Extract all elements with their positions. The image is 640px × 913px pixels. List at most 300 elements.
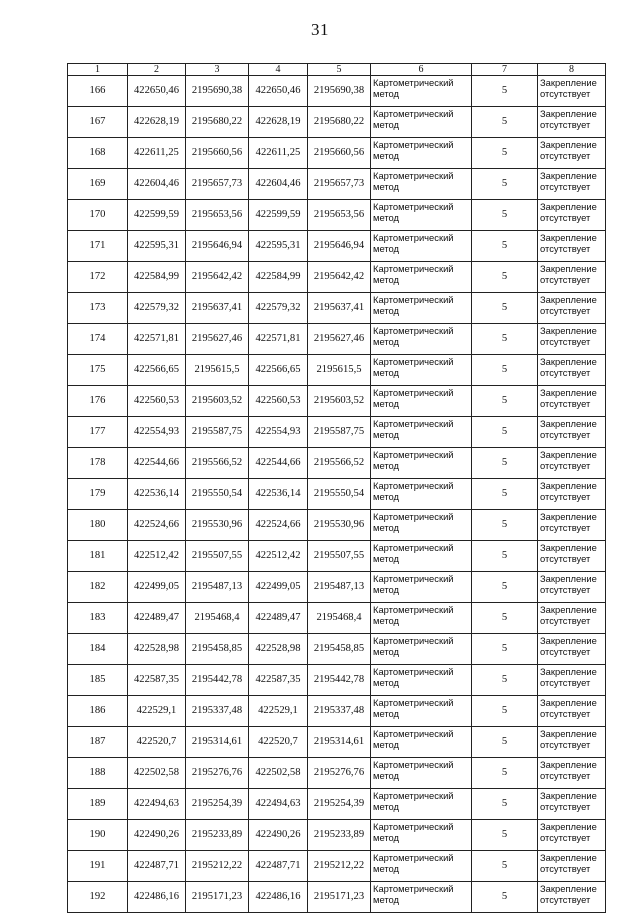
x-coordinate-cell: 422486,16 [249, 882, 308, 913]
fixation-cell [538, 448, 606, 479]
y-coordinate-cell: 2195550,54 [308, 479, 371, 510]
y-coordinate-cell: 2195442,78 [308, 665, 371, 696]
accuracy-cell: 5 [472, 696, 538, 727]
cell-text-line: метод [373, 150, 400, 161]
cell-text-line: Картометрический [373, 666, 454, 677]
x-coordinate-cell: 422566,65 [128, 355, 186, 386]
point-number-cell: 167 [68, 107, 128, 138]
accuracy-cell: 5 [472, 169, 538, 200]
fixation-cell [538, 541, 606, 572]
method-cell [371, 169, 472, 200]
x-coordinate-cell: 422487,71 [128, 851, 186, 882]
y-coordinate-cell: 2195646,94 [308, 231, 371, 262]
y-coordinate-cell: 2195657,73 [308, 169, 371, 200]
accuracy-cell: 5 [472, 572, 538, 603]
cell-text-line: Картометрический [373, 449, 454, 460]
fixation-cell [538, 293, 606, 324]
cell-text-line: Закрепление [540, 201, 597, 212]
cell-text-line: метод [373, 336, 400, 347]
cell-text-line: метод [373, 739, 400, 750]
cell-text-line: метод [373, 863, 400, 874]
fixation-cell [538, 479, 606, 510]
x-coordinate-cell: 422528,98 [249, 634, 308, 665]
table-row [68, 820, 606, 851]
point-number-cell: 173 [68, 293, 128, 324]
cell-text-line: Закрепление [540, 511, 597, 522]
column-header: 1 [68, 64, 128, 76]
y-coordinate-cell: 2195233,89 [308, 820, 371, 851]
cell-text-line: Закрепление [540, 852, 597, 863]
accuracy-cell: 5 [472, 76, 538, 107]
cell-text-line: Картометрический [373, 139, 454, 150]
fixation-cell [538, 820, 606, 851]
cell-text-line: метод [373, 88, 400, 99]
column-header: 8 [538, 64, 606, 76]
table-row [68, 262, 606, 293]
point-number-cell: 168 [68, 138, 128, 169]
method-cell [371, 603, 472, 634]
cell-text-line: отсутствует [540, 832, 591, 843]
accuracy-cell: 5 [472, 789, 538, 820]
cell-text-line: Картометрический [373, 387, 454, 398]
table-row [68, 727, 606, 758]
y-coordinate-cell: 2195642,42 [308, 262, 371, 293]
cell-text-line: Картометрический [373, 542, 454, 553]
y-coordinate-cell: 2195657,73 [186, 169, 249, 200]
x-coordinate-cell: 422520,7 [128, 727, 186, 758]
method-cell [371, 820, 472, 851]
fixation-cell [538, 76, 606, 107]
y-coordinate-cell: 2195171,23 [308, 882, 371, 913]
fixation-cell [538, 634, 606, 665]
fixation-cell [538, 882, 606, 913]
column-header: 7 [472, 64, 538, 76]
x-coordinate-cell: 422579,32 [128, 293, 186, 324]
x-coordinate-cell: 422628,19 [128, 107, 186, 138]
column-header: 5 [308, 64, 371, 76]
accuracy-cell: 5 [472, 386, 538, 417]
fixation-cell [538, 758, 606, 789]
method-cell [371, 107, 472, 138]
y-coordinate-cell: 2195212,22 [186, 851, 249, 882]
cell-text-line: Закрепление [540, 821, 597, 832]
cell-text-line: Картометрический [373, 883, 454, 894]
method-cell [371, 665, 472, 696]
cell-text-line: метод [373, 367, 400, 378]
fixation-cell [538, 324, 606, 355]
y-coordinate-cell: 2195507,55 [308, 541, 371, 572]
cell-text-line: Закрепление [540, 635, 597, 646]
method-cell [371, 510, 472, 541]
x-coordinate-cell: 422494,63 [128, 789, 186, 820]
point-number-cell: 190 [68, 820, 128, 851]
point-number-cell: 169 [68, 169, 128, 200]
column-header: 6 [371, 64, 472, 76]
x-coordinate-cell: 422587,35 [128, 665, 186, 696]
cell-text-line: Картометрический [373, 232, 454, 243]
cell-text-line: Закрепление [540, 480, 597, 491]
point-number-cell: 178 [68, 448, 128, 479]
y-coordinate-cell: 2195314,61 [186, 727, 249, 758]
fixation-cell [538, 727, 606, 758]
table-row [68, 479, 606, 510]
x-coordinate-cell: 422486,16 [128, 882, 186, 913]
y-coordinate-cell: 2195615,5 [308, 355, 371, 386]
x-coordinate-cell: 422529,1 [249, 696, 308, 727]
cell-text-line: Картометрический [373, 77, 454, 88]
y-coordinate-cell: 2195276,76 [308, 758, 371, 789]
accuracy-cell: 5 [472, 231, 538, 262]
method-cell [371, 448, 472, 479]
accuracy-cell: 5 [472, 138, 538, 169]
y-coordinate-cell: 2195550,54 [186, 479, 249, 510]
table-row [68, 231, 606, 262]
table-row [68, 851, 606, 882]
accuracy-cell: 5 [472, 510, 538, 541]
cell-text-line: Картометрический [373, 697, 454, 708]
y-coordinate-cell: 2195690,38 [308, 76, 371, 107]
y-coordinate-cell: 2195660,56 [308, 138, 371, 169]
cell-text-line: метод [373, 615, 400, 626]
cell-text-line: Закрепление [540, 356, 597, 367]
method-cell [371, 417, 472, 448]
x-coordinate-cell: 422584,99 [249, 262, 308, 293]
point-number-cell: 170 [68, 200, 128, 231]
fixation-cell [538, 665, 606, 696]
fixation-cell [538, 789, 606, 820]
accuracy-cell: 5 [472, 541, 538, 572]
accuracy-cell: 5 [472, 200, 538, 231]
y-coordinate-cell: 2195442,78 [186, 665, 249, 696]
cell-text-line: Картометрический [373, 728, 454, 739]
x-coordinate-cell: 422490,26 [128, 820, 186, 851]
x-coordinate-cell: 422628,19 [249, 107, 308, 138]
cell-text-line: Закрепление [540, 449, 597, 460]
method-cell [371, 541, 472, 572]
cell-text-line: отсутствует [540, 150, 591, 161]
point-number-cell: 166 [68, 76, 128, 107]
table-row [68, 417, 606, 448]
fixation-cell [538, 262, 606, 293]
point-number-cell: 172 [68, 262, 128, 293]
table-row [68, 634, 606, 665]
cell-text-line: метод [373, 398, 400, 409]
x-coordinate-cell: 422502,58 [249, 758, 308, 789]
method-cell [371, 851, 472, 882]
table-row [68, 665, 606, 696]
x-coordinate-cell: 422584,99 [128, 262, 186, 293]
fixation-cell [538, 138, 606, 169]
cell-text-line: Картометрический [373, 325, 454, 336]
cell-text-line: метод [373, 181, 400, 192]
method-cell [371, 727, 472, 758]
point-number-cell: 176 [68, 386, 128, 417]
accuracy-cell: 5 [472, 665, 538, 696]
point-number-cell: 183 [68, 603, 128, 634]
cell-text-line: Картометрический [373, 573, 454, 584]
x-coordinate-cell: 422595,31 [128, 231, 186, 262]
accuracy-cell: 5 [472, 324, 538, 355]
table-row [68, 696, 606, 727]
cell-text-line: Картометрический [373, 170, 454, 181]
fixation-cell [538, 851, 606, 882]
method-cell [371, 696, 472, 727]
y-coordinate-cell: 2195642,42 [186, 262, 249, 293]
x-coordinate-cell: 422520,7 [249, 727, 308, 758]
cell-text-line: отсутствует [540, 88, 591, 99]
table-row [68, 169, 606, 200]
cell-text-line: Картометрический [373, 480, 454, 491]
x-coordinate-cell: 422502,58 [128, 758, 186, 789]
y-coordinate-cell: 2195530,96 [308, 510, 371, 541]
cell-text-line: отсутствует [540, 491, 591, 502]
table-row [68, 572, 606, 603]
table-row [68, 355, 606, 386]
x-coordinate-cell: 422536,14 [128, 479, 186, 510]
x-coordinate-cell: 422499,05 [128, 572, 186, 603]
accuracy-cell: 5 [472, 107, 538, 138]
cell-text-line: отсутствует [540, 243, 591, 254]
accuracy-cell: 5 [472, 262, 538, 293]
y-coordinate-cell: 2195314,61 [308, 727, 371, 758]
fixation-cell [538, 417, 606, 448]
y-coordinate-cell: 2195603,52 [308, 386, 371, 417]
x-coordinate-cell: 422579,32 [249, 293, 308, 324]
fixation-cell [538, 169, 606, 200]
cell-text-line: отсутствует [540, 584, 591, 595]
table-row [68, 76, 606, 107]
fixation-cell [538, 572, 606, 603]
cell-text-line: метод [373, 274, 400, 285]
method-cell [371, 293, 472, 324]
y-coordinate-cell: 2195171,23 [186, 882, 249, 913]
fixation-cell [538, 355, 606, 386]
x-coordinate-cell: 422571,81 [249, 324, 308, 355]
cell-text-line: Закрепление [540, 790, 597, 801]
x-coordinate-cell: 422587,35 [249, 665, 308, 696]
cell-text-line: отсутствует [540, 305, 591, 316]
cell-text-line: Закрепление [540, 542, 597, 553]
table-body [68, 64, 606, 913]
cell-text-line: метод [373, 429, 400, 440]
table-row [68, 541, 606, 572]
accuracy-cell: 5 [472, 417, 538, 448]
method-cell [371, 200, 472, 231]
cell-text-line: отсутствует [540, 677, 591, 688]
x-coordinate-cell: 422611,25 [249, 138, 308, 169]
cell-text-line: Закрепление [540, 294, 597, 305]
cell-text-line: Картометрический [373, 201, 454, 212]
point-number-cell: 181 [68, 541, 128, 572]
point-number-cell: 192 [68, 882, 128, 913]
cell-text-line: Закрепление [540, 387, 597, 398]
point-number-cell: 191 [68, 851, 128, 882]
cell-text-line: Закрепление [540, 759, 597, 770]
x-coordinate-cell: 422528,98 [128, 634, 186, 665]
cell-text-line: Закрепление [540, 139, 597, 150]
method-cell [371, 76, 472, 107]
cell-text-line: метод [373, 243, 400, 254]
accuracy-cell: 5 [472, 355, 538, 386]
accuracy-cell: 5 [472, 758, 538, 789]
column-header: 2 [128, 64, 186, 76]
x-coordinate-cell: 422650,46 [249, 76, 308, 107]
x-coordinate-cell: 422489,47 [128, 603, 186, 634]
x-coordinate-cell: 422604,46 [249, 169, 308, 200]
point-number-cell: 180 [68, 510, 128, 541]
table-row [68, 789, 606, 820]
column-header: 4 [249, 64, 308, 76]
x-coordinate-cell: 422524,66 [249, 510, 308, 541]
y-coordinate-cell: 2195468,4 [308, 603, 371, 634]
y-coordinate-cell: 2195690,38 [186, 76, 249, 107]
x-coordinate-cell: 422599,59 [249, 200, 308, 231]
page-number: 31 [311, 20, 329, 39]
cell-text-line: Закрепление [540, 728, 597, 739]
cell-text-line: метод [373, 708, 400, 719]
cell-text-line: Закрепление [540, 263, 597, 274]
cell-text-line: отсутствует [540, 367, 591, 378]
x-coordinate-cell: 422524,66 [128, 510, 186, 541]
y-coordinate-cell: 2195337,48 [308, 696, 371, 727]
cell-text-line: Закрепление [540, 666, 597, 677]
accuracy-cell: 5 [472, 603, 538, 634]
point-number-cell: 189 [68, 789, 128, 820]
x-coordinate-cell: 422599,59 [128, 200, 186, 231]
x-coordinate-cell: 422490,26 [249, 820, 308, 851]
table-header-row [68, 64, 606, 76]
x-coordinate-cell: 422560,53 [249, 386, 308, 417]
cell-text-line: Закрепление [540, 325, 597, 336]
cell-text-line: отсутствует [540, 429, 591, 440]
cell-text-line: Закрепление [540, 108, 597, 119]
x-coordinate-cell: 422489,47 [249, 603, 308, 634]
y-coordinate-cell: 2195276,76 [186, 758, 249, 789]
cell-text-line: отсутствует [540, 615, 591, 626]
cell-text-line: отсутствует [540, 274, 591, 285]
y-coordinate-cell: 2195530,96 [186, 510, 249, 541]
table-row [68, 200, 606, 231]
y-coordinate-cell: 2195566,52 [308, 448, 371, 479]
y-coordinate-cell: 2195627,46 [308, 324, 371, 355]
x-coordinate-cell: 422604,46 [128, 169, 186, 200]
x-coordinate-cell: 422554,93 [249, 417, 308, 448]
method-cell [371, 386, 472, 417]
table-row [68, 603, 606, 634]
cell-text-line: отсутствует [540, 460, 591, 471]
method-cell [371, 634, 472, 665]
table-row [68, 882, 606, 913]
cell-text-line: Картометрический [373, 418, 454, 429]
accuracy-cell: 5 [472, 293, 538, 324]
method-cell [371, 138, 472, 169]
x-coordinate-cell: 422512,42 [128, 541, 186, 572]
cell-text-line: Закрепление [540, 418, 597, 429]
cell-text-line: метод [373, 894, 400, 905]
accuracy-cell: 5 [472, 634, 538, 665]
cell-text-line: метод [373, 522, 400, 533]
cell-text-line: метод [373, 584, 400, 595]
cell-text-line: отсутствует [540, 708, 591, 719]
y-coordinate-cell: 2195680,22 [308, 107, 371, 138]
cell-text-line: Картометрический [373, 511, 454, 522]
table-row [68, 510, 606, 541]
y-coordinate-cell: 2195254,39 [308, 789, 371, 820]
cell-text-line: отсутствует [540, 119, 591, 130]
y-coordinate-cell: 2195627,46 [186, 324, 249, 355]
x-coordinate-cell: 422595,31 [249, 231, 308, 262]
y-coordinate-cell: 2195587,75 [308, 417, 371, 448]
cell-text-line: отсутствует [540, 212, 591, 223]
method-cell [371, 789, 472, 820]
method-cell [371, 758, 472, 789]
fixation-cell [538, 231, 606, 262]
cell-text-line: Закрепление [540, 170, 597, 181]
point-number-cell: 186 [68, 696, 128, 727]
method-cell [371, 882, 472, 913]
cell-text-line: Картометрический [373, 108, 454, 119]
fixation-cell [538, 386, 606, 417]
cell-text-line: Картометрический [373, 635, 454, 646]
table-row [68, 107, 606, 138]
y-coordinate-cell: 2195458,85 [186, 634, 249, 665]
cell-text-line: отсутствует [540, 336, 591, 347]
x-coordinate-cell: 422544,66 [128, 448, 186, 479]
cell-text-line: Картометрический [373, 263, 454, 274]
cell-text-line: отсутствует [540, 770, 591, 781]
accuracy-cell: 5 [472, 448, 538, 479]
y-coordinate-cell: 2195507,55 [186, 541, 249, 572]
point-number-cell: 187 [68, 727, 128, 758]
x-coordinate-cell: 422554,93 [128, 417, 186, 448]
method-cell [371, 262, 472, 293]
x-coordinate-cell: 422536,14 [249, 479, 308, 510]
cell-text-line: отсутствует [540, 522, 591, 533]
point-number-cell: 182 [68, 572, 128, 603]
y-coordinate-cell: 2195637,41 [308, 293, 371, 324]
cell-text-line: метод [373, 832, 400, 843]
cell-text-line: отсутствует [540, 181, 591, 192]
y-coordinate-cell: 2195458,85 [308, 634, 371, 665]
y-coordinate-cell: 2195487,13 [308, 572, 371, 603]
y-coordinate-cell: 2195233,89 [186, 820, 249, 851]
x-coordinate-cell: 422499,05 [249, 572, 308, 603]
y-coordinate-cell: 2195646,94 [186, 231, 249, 262]
cell-text-line: отсутствует [540, 739, 591, 750]
cell-text-line: отсутствует [540, 801, 591, 812]
x-coordinate-cell: 422566,65 [249, 355, 308, 386]
cell-text-line: отсутствует [540, 646, 591, 657]
cell-text-line: Картометрический [373, 852, 454, 863]
y-coordinate-cell: 2195254,39 [186, 789, 249, 820]
point-number-cell: 184 [68, 634, 128, 665]
accuracy-cell: 5 [472, 882, 538, 913]
table-row [68, 758, 606, 789]
cell-text-line: отсутствует [540, 894, 591, 905]
table-row [68, 138, 606, 169]
fixation-cell [538, 200, 606, 231]
cell-text-line: Картометрический [373, 294, 454, 305]
y-coordinate-cell: 2195637,41 [186, 293, 249, 324]
x-coordinate-cell: 422529,1 [128, 696, 186, 727]
fixation-cell [538, 603, 606, 634]
x-coordinate-cell: 422571,81 [128, 324, 186, 355]
point-number-cell: 175 [68, 355, 128, 386]
cell-text-line: Закрепление [540, 883, 597, 894]
coordinates-table [67, 63, 606, 913]
point-number-cell: 171 [68, 231, 128, 262]
cell-text-line: Картометрический [373, 790, 454, 801]
